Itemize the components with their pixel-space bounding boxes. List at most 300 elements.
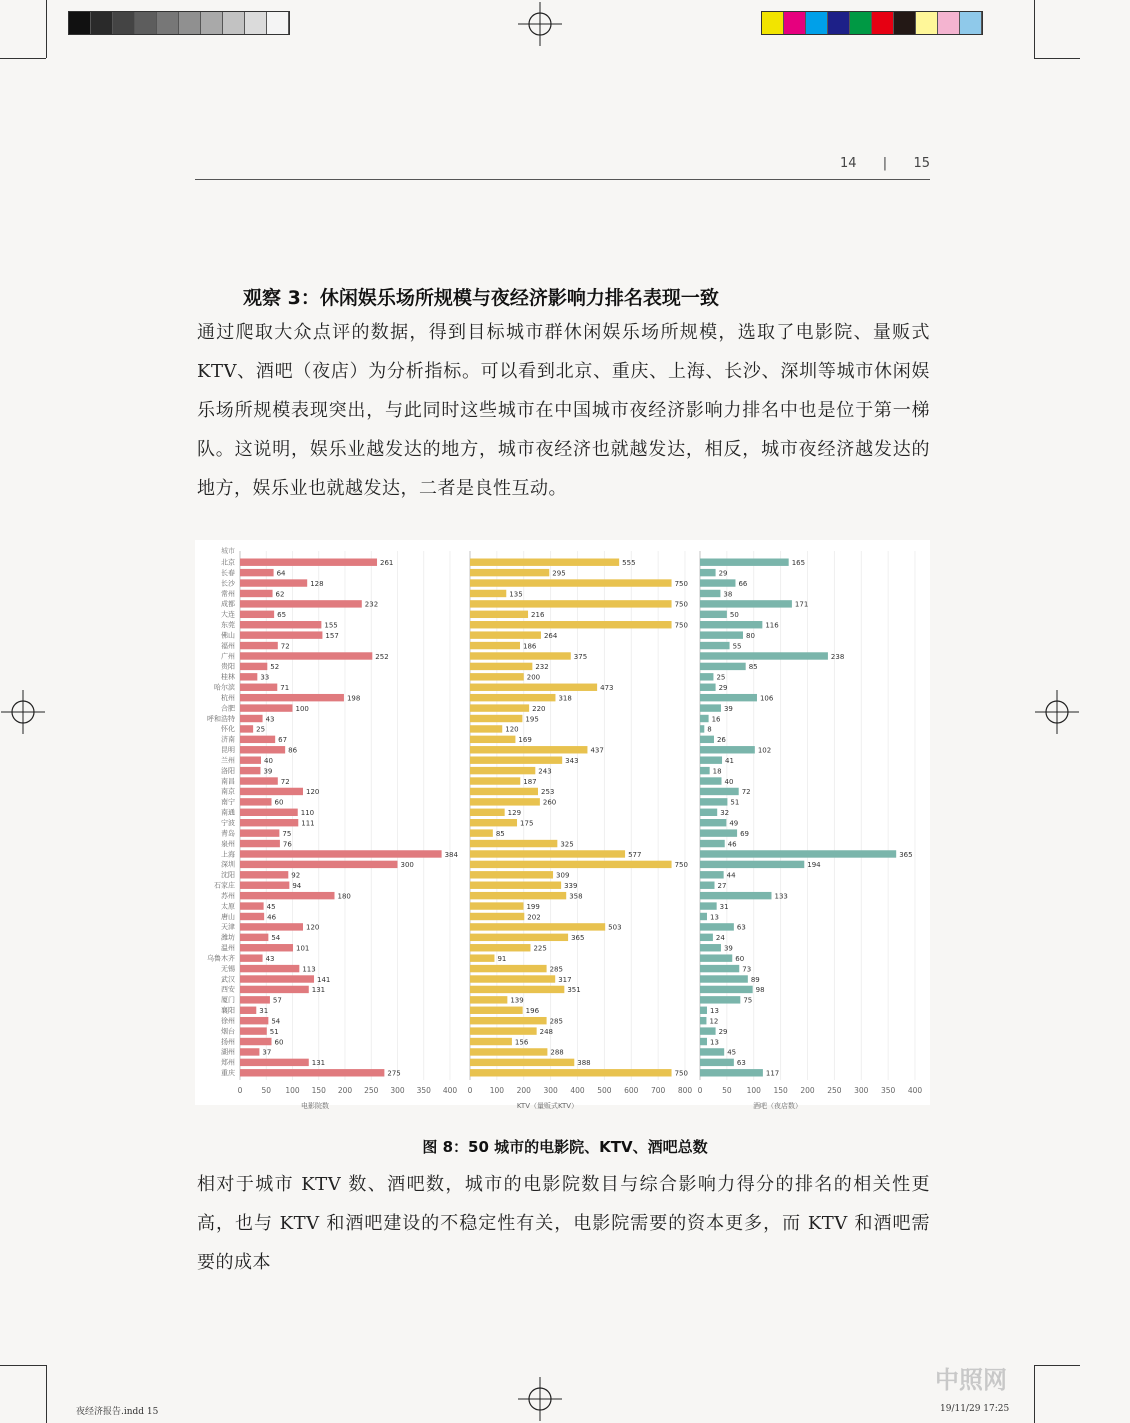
bar <box>240 1017 268 1024</box>
category-label: 潍坊 <box>221 933 235 942</box>
category-label: 南宁 <box>221 798 235 807</box>
color-swatch <box>916 12 938 34</box>
category-label: 广州 <box>221 652 235 661</box>
bar <box>700 736 714 743</box>
bar <box>240 829 279 836</box>
bar <box>470 996 507 1003</box>
bar <box>240 652 372 659</box>
data-label: 375 <box>573 652 588 661</box>
bar <box>700 621 762 628</box>
category-label: 大连 <box>221 610 235 619</box>
data-label: 85 <box>495 829 505 838</box>
crop-mark <box>1034 58 1080 59</box>
data-label: 200 <box>526 673 541 682</box>
data-label: 41 <box>725 756 734 765</box>
bar <box>240 673 257 680</box>
color-swatch <box>69 12 91 34</box>
bar <box>240 621 321 628</box>
axis-title: 酒吧（夜店数） <box>753 1102 802 1110</box>
data-label: 288 <box>550 1048 564 1057</box>
data-label: 33 <box>260 673 270 682</box>
data-label: 175 <box>520 819 534 828</box>
crop-mark <box>1034 1365 1080 1366</box>
data-label: 120 <box>306 788 320 797</box>
data-label: 384 <box>444 850 458 859</box>
data-label: 198 <box>346 694 361 703</box>
grayscale-color-bar <box>68 11 290 35</box>
data-label: 317 <box>558 975 572 984</box>
bar <box>700 673 713 680</box>
data-label: 180 <box>337 892 351 901</box>
category-header: 城市 <box>221 547 235 555</box>
bar <box>240 1007 256 1014</box>
category-label: 苏州 <box>221 891 235 900</box>
bar <box>240 913 264 920</box>
bar <box>240 642 278 649</box>
data-label: 43 <box>265 715 275 724</box>
x-tick-label: 100 <box>489 1086 505 1095</box>
bar <box>240 819 298 826</box>
x-tick-label: 0 <box>237 1086 243 1095</box>
data-label: 44 <box>726 871 736 880</box>
bar <box>470 850 625 857</box>
bar <box>240 944 293 951</box>
bar <box>470 621 672 628</box>
data-label: 72 <box>741 788 751 797</box>
bar <box>470 569 549 576</box>
data-label: 131 <box>311 1059 326 1068</box>
x-tick-label: 200 <box>337 1086 353 1095</box>
data-label: 325 <box>560 840 574 849</box>
category-label: 青岛 <box>221 829 235 838</box>
data-label: 8 <box>707 725 712 734</box>
bar <box>240 704 293 711</box>
data-label: 60 <box>274 1038 284 1047</box>
category-label: 兰州 <box>221 756 235 765</box>
data-label: 503 <box>608 923 622 932</box>
bar <box>700 965 739 972</box>
x-tick-label: 50 <box>261 1086 272 1095</box>
bar <box>240 600 362 607</box>
bar <box>700 934 713 941</box>
bar <box>470 934 568 941</box>
bar <box>240 559 377 566</box>
category-label: 唐山 <box>221 912 235 921</box>
bar <box>470 767 535 774</box>
bar <box>240 975 314 982</box>
x-tick-label: 400 <box>570 1086 585 1095</box>
crop-mark <box>0 58 46 59</box>
category-label: 福州 <box>221 641 235 650</box>
bar-chart <box>195 540 930 1110</box>
data-label: 29 <box>718 684 728 693</box>
data-label: 232 <box>364 600 379 609</box>
bar <box>470 684 597 691</box>
data-label: 39 <box>263 767 273 776</box>
data-label: 39 <box>723 704 733 713</box>
data-label: 285 <box>549 1017 563 1026</box>
bar <box>700 986 753 993</box>
category-label: 石家庄 <box>214 881 235 890</box>
bar <box>470 986 564 993</box>
bar <box>470 809 505 816</box>
data-label: 29 <box>718 1027 728 1036</box>
data-label: 187 <box>523 777 537 786</box>
data-label: 309 <box>556 871 570 880</box>
data-label: 133 <box>774 892 788 901</box>
data-label: 40 <box>724 777 734 786</box>
data-label: 261 <box>380 559 394 567</box>
x-tick-label: 0 <box>697 1086 703 1095</box>
x-tick-label: 700 <box>650 1086 666 1095</box>
data-label: 89 <box>750 975 760 984</box>
page-numbers <box>840 156 930 171</box>
data-label: 171 <box>794 600 809 609</box>
data-label: 295 <box>552 569 566 578</box>
data-label: 100 <box>295 704 309 713</box>
data-label: 25 <box>716 673 726 682</box>
bar <box>700 892 771 899</box>
data-label: 63 <box>736 923 746 932</box>
bar <box>700 756 722 763</box>
bar <box>240 1038 272 1045</box>
data-label: 220 <box>532 704 546 713</box>
category-label: 合肥 <box>221 704 235 713</box>
data-label: 285 <box>549 965 563 974</box>
data-label: 243 <box>538 767 552 776</box>
data-label: 62 <box>275 590 285 599</box>
category-label: 深圳 <box>221 860 235 869</box>
category-label: 洛阳 <box>221 766 235 775</box>
bar <box>470 861 672 868</box>
bar <box>240 850 442 857</box>
data-label: 750 <box>674 600 688 609</box>
bar <box>240 756 261 763</box>
bar <box>700 746 755 753</box>
data-label: 24 <box>715 934 725 943</box>
color-swatch <box>872 12 894 34</box>
x-tick-label: 300 <box>543 1086 558 1095</box>
page-number-separator: | <box>882 156 888 171</box>
data-label: 45 <box>727 1048 737 1057</box>
bar <box>470 1048 547 1055</box>
x-tick-label: 150 <box>773 1086 788 1095</box>
data-label: 129 <box>507 809 522 818</box>
data-label: 351 <box>567 986 581 995</box>
data-label: 195 <box>525 715 539 724</box>
data-label: 38 <box>723 590 733 599</box>
data-label: 86 <box>288 746 298 755</box>
bar <box>700 694 757 701</box>
bar <box>700 725 704 732</box>
bar <box>700 871 724 878</box>
color-swatch <box>938 12 960 34</box>
data-label: 186 <box>522 642 537 651</box>
axis-title: KTV（量贩式KTV） <box>516 1102 579 1110</box>
data-label: 113 <box>302 965 316 974</box>
data-label: 216 <box>531 611 545 620</box>
category-label: 济南 <box>221 735 235 744</box>
category-label: 宁波 <box>221 819 235 827</box>
data-label: 49 <box>729 819 739 828</box>
bar <box>470 975 555 982</box>
bar <box>700 840 725 847</box>
x-tick-label: 300 <box>854 1086 869 1095</box>
bar <box>240 934 268 941</box>
x-tick-label: 100 <box>746 1086 761 1095</box>
data-label: 260 <box>542 798 557 807</box>
data-label: 116 <box>765 621 779 630</box>
bar <box>470 1059 574 1066</box>
bar <box>240 892 335 899</box>
data-label: 91 <box>497 954 507 963</box>
crop-mark <box>1034 1365 1035 1423</box>
x-tick-label: 500 <box>597 1086 612 1095</box>
data-label: 139 <box>510 996 524 1005</box>
bar <box>700 611 727 618</box>
bar <box>240 777 278 784</box>
page-number-right: 15 <box>913 156 930 171</box>
data-label: 264 <box>543 631 558 640</box>
bar <box>700 767 710 774</box>
bar <box>240 736 275 743</box>
bar <box>240 579 307 586</box>
bar <box>700 954 732 961</box>
bar <box>470 788 538 795</box>
x-tick-label: 250 <box>827 1086 842 1095</box>
data-label: 106 <box>759 694 774 703</box>
bar <box>470 965 547 972</box>
bar <box>240 923 303 930</box>
bar <box>700 798 727 805</box>
data-label: 232 <box>535 663 549 672</box>
category-label: 西安 <box>221 985 235 994</box>
crop-mark <box>0 1365 46 1366</box>
bar <box>470 725 502 732</box>
color-swatch <box>828 12 850 34</box>
data-label: 141 <box>317 975 331 984</box>
data-label: 18 <box>712 767 722 776</box>
x-tick-label: 400 <box>442 1086 458 1095</box>
color-swatch <box>267 12 289 34</box>
data-label: 57 <box>272 996 282 1005</box>
data-label: 31 <box>259 1007 269 1016</box>
x-tick-label: 200 <box>800 1086 815 1095</box>
data-label: 365 <box>899 850 913 859</box>
bar <box>470 871 553 878</box>
data-label: 225 <box>533 944 547 953</box>
bar <box>700 829 737 836</box>
bar <box>700 923 734 930</box>
category-label: 无锡 <box>221 964 235 973</box>
category-label: 怀化 <box>221 725 235 734</box>
bar <box>700 652 828 659</box>
bar <box>470 590 506 597</box>
bar <box>700 882 715 889</box>
category-label: 南昌 <box>221 777 235 786</box>
bar <box>240 590 273 597</box>
data-label: 80 <box>746 631 755 640</box>
data-label: 72 <box>280 642 290 651</box>
data-label: 51 <box>730 798 740 807</box>
data-label: 253 <box>540 788 555 797</box>
category-label: 杭州 <box>221 693 235 702</box>
category-label: 太原 <box>221 902 235 911</box>
bar <box>240 1027 267 1034</box>
bar <box>700 1059 734 1066</box>
bar <box>700 1069 763 1076</box>
bar <box>700 902 717 909</box>
bar <box>470 892 566 899</box>
data-label: 577 <box>628 850 642 859</box>
crop-mark <box>46 0 47 58</box>
category-label: 常州 <box>221 589 235 598</box>
bar <box>240 746 285 753</box>
bar <box>240 631 322 638</box>
data-label: 40 <box>264 756 273 765</box>
bar <box>470 642 520 649</box>
category-label: 昆明 <box>221 746 235 755</box>
bar <box>240 1069 384 1076</box>
bar <box>240 882 289 889</box>
bar <box>700 579 735 586</box>
bar <box>470 652 571 659</box>
bar <box>470 756 562 763</box>
data-label: 194 <box>807 861 821 870</box>
header-rule <box>195 179 930 180</box>
data-label: 12 <box>709 1017 719 1026</box>
color-swatch <box>157 12 179 34</box>
data-label: 196 <box>525 1007 540 1016</box>
data-label: 75 <box>743 996 753 1005</box>
process-color-bar <box>761 11 983 35</box>
data-label: 37 <box>262 1048 272 1057</box>
data-label: 25 <box>256 725 266 734</box>
registration-mark-icon <box>518 1377 562 1421</box>
bar <box>470 704 529 711</box>
bar <box>240 840 280 847</box>
color-swatch <box>806 12 828 34</box>
data-label: 169 <box>518 736 532 745</box>
x-tick-label: 200 <box>516 1086 531 1095</box>
bar <box>470 923 605 930</box>
category-label: 上海 <box>221 850 235 859</box>
data-label: 63 <box>736 1059 746 1068</box>
data-label: 52 <box>270 663 280 672</box>
bar <box>700 663 746 670</box>
data-label: 69 <box>740 829 750 838</box>
footer-filename: 夜经济报告.indd 15 <box>76 1407 159 1417</box>
bar <box>470 1038 512 1045</box>
data-label: 67 <box>278 736 288 745</box>
bar <box>470 631 541 638</box>
color-swatch <box>784 12 806 34</box>
bar <box>240 725 253 732</box>
bar <box>470 954 494 961</box>
bar <box>470 736 515 743</box>
data-label: 13 <box>709 1007 719 1016</box>
bar <box>470 944 530 951</box>
bar <box>470 611 528 618</box>
figure-caption: 图 8：50 城市的电影院、KTV、酒吧总数 <box>422 1138 708 1156</box>
bar <box>240 611 274 618</box>
data-label: 29 <box>718 569 728 578</box>
bar <box>470 694 555 701</box>
category-label: 武汉 <box>221 975 235 984</box>
color-swatch <box>91 12 113 34</box>
data-label: 64 <box>276 569 286 578</box>
category-label: 天津 <box>221 923 235 932</box>
data-label: 358 <box>569 892 583 901</box>
color-swatch <box>201 12 223 34</box>
bar <box>240 715 263 722</box>
bar <box>470 579 672 586</box>
bar <box>240 684 277 691</box>
data-label: 300 <box>400 861 414 870</box>
bar <box>470 715 522 722</box>
data-label: 76 <box>282 840 292 849</box>
category-label: 南通 <box>221 808 235 817</box>
bar <box>700 861 804 868</box>
x-tick-label: 50 <box>722 1086 732 1095</box>
bar <box>470 1069 672 1076</box>
bar <box>470 1027 537 1034</box>
bar <box>700 684 716 691</box>
data-label: 202 <box>527 913 541 922</box>
bar <box>470 746 587 753</box>
data-label: 54 <box>271 1017 281 1026</box>
data-label: 248 <box>539 1027 554 1036</box>
bar <box>700 996 740 1003</box>
color-swatch <box>179 12 201 34</box>
category-label: 烟台 <box>221 1027 235 1036</box>
data-label: 343 <box>565 756 579 765</box>
x-tick-label: 150 <box>311 1086 326 1095</box>
bar <box>470 673 524 680</box>
data-label: 555 <box>622 559 636 567</box>
registration-mark-icon <box>518 2 562 46</box>
bar <box>240 871 288 878</box>
color-swatch <box>135 12 157 34</box>
bar <box>470 882 561 889</box>
data-label: 473 <box>600 684 614 693</box>
x-tick-label: 100 <box>285 1086 300 1095</box>
data-label: 54 <box>271 934 281 943</box>
bar <box>470 663 532 670</box>
data-label: 13 <box>709 1038 719 1047</box>
data-label: 110 <box>300 809 315 818</box>
data-label: 16 <box>711 715 721 724</box>
x-tick-label: 350 <box>416 1086 431 1095</box>
x-tick-label: 800 <box>677 1086 693 1095</box>
color-swatch <box>762 12 784 34</box>
data-label: 46 <box>727 840 737 849</box>
data-label: 275 <box>387 1069 401 1078</box>
body-paragraph-2: 相对于城市 KTV 数、酒吧数，城市的电影院数目与综合影响力得分的排名的相关性更高，也与 KTV 和酒吧建设的不稳定性有关，电影院需要的资本更多，而 KTV 和酒吧需要的成本 <box>197 1174 930 1273</box>
axis-title: 电影院数 <box>301 1102 329 1110</box>
data-label: 102 <box>757 746 772 755</box>
data-label: 155 <box>324 621 338 630</box>
bar <box>470 798 540 805</box>
bar <box>700 642 730 649</box>
data-label: 120 <box>306 923 320 932</box>
bar <box>240 1059 309 1066</box>
bar <box>240 861 398 868</box>
crop-mark <box>1034 0 1035 58</box>
bar <box>700 1007 707 1014</box>
category-label: 襄阳 <box>221 1006 235 1015</box>
category-label: 湖州 <box>221 1048 235 1057</box>
